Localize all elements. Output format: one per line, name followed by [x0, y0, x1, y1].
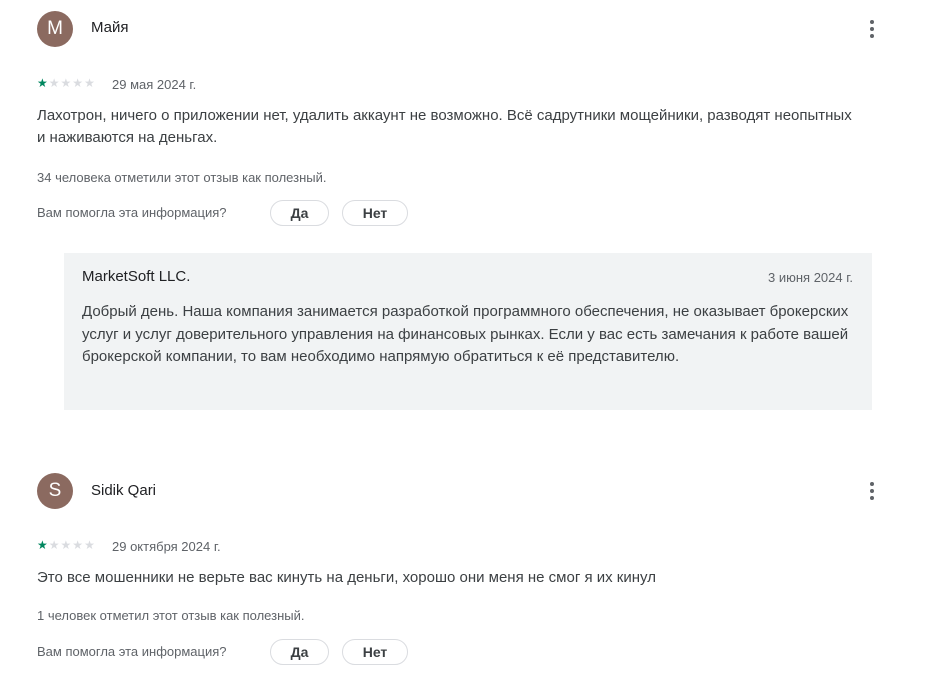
star-icon: ★: [84, 76, 95, 90]
review-date: 29 октября 2024 г.: [112, 539, 221, 554]
star-icon: ★: [60, 538, 72, 552]
star-icon: ★: [37, 76, 48, 90]
more-vert-icon: [870, 20, 874, 24]
helpful-count: 1 человек отметил этот отзыв как полезный.: [37, 608, 305, 623]
review-date: 29 мая 2024 г.: [112, 77, 197, 92]
developer-reply: [64, 253, 872, 410]
review-card: [0, 462, 940, 692]
more-options-button[interactable]: [860, 479, 884, 503]
star-icon: ★: [48, 538, 60, 552]
star-icon: ★: [60, 76, 72, 90]
helpful-question: Вам помогла эта информация?: [37, 644, 227, 659]
star-rating: [37, 539, 95, 551]
avatar: M: [37, 11, 73, 47]
reply-date: 3 июня 2024 г.: [768, 270, 853, 285]
star-icon: ★: [48, 76, 60, 90]
helpful-no-button[interactable]: Нет: [342, 639, 408, 665]
more-vert-icon: [870, 482, 874, 486]
star-icon: ★: [84, 538, 95, 552]
avatar: S: [37, 473, 73, 509]
helpful-no-button[interactable]: Нет: [342, 200, 408, 226]
reply-text: Добрый день. Наша компания занимается разработкой программного обеспечения, не оказывает брокерских услуг и услуг доверительного управления на финансовых рынках. Если у вас есть замечания к работе вашей брокерской компании, то вам необходимо напрямую обратиться к её представителю.: [82, 303, 849, 365]
review-author: Майя: [91, 19, 129, 36]
review-text: Это все мошенники не верьте вас кинуть на деньги, хорошо они меня не смог я их кинул: [37, 569, 656, 586]
helpful-yes-button[interactable]: Да: [270, 639, 329, 665]
helpful-yes-button[interactable]: Да: [270, 200, 329, 226]
star-rating: [37, 77, 95, 89]
more-options-button[interactable]: [860, 17, 884, 41]
helpful-question: Вам помогла эта информация?: [37, 205, 227, 220]
star-icon: ★: [37, 538, 48, 552]
helpful-count: 34 человека отметили этот отзыв как полезный.: [37, 170, 327, 185]
star-icon: ★: [72, 538, 84, 552]
developer-name: MarketSoft LLC.: [82, 268, 191, 285]
review-text: Лахотрон, ничего о приложении нет, удалить аккаунт не возможно. Всё садрутники мощейники, разводят неопытных и наживаются на деньгах.: [37, 107, 852, 146]
review-author: Sidik Qari: [91, 482, 157, 499]
star-icon: ★: [72, 76, 84, 90]
